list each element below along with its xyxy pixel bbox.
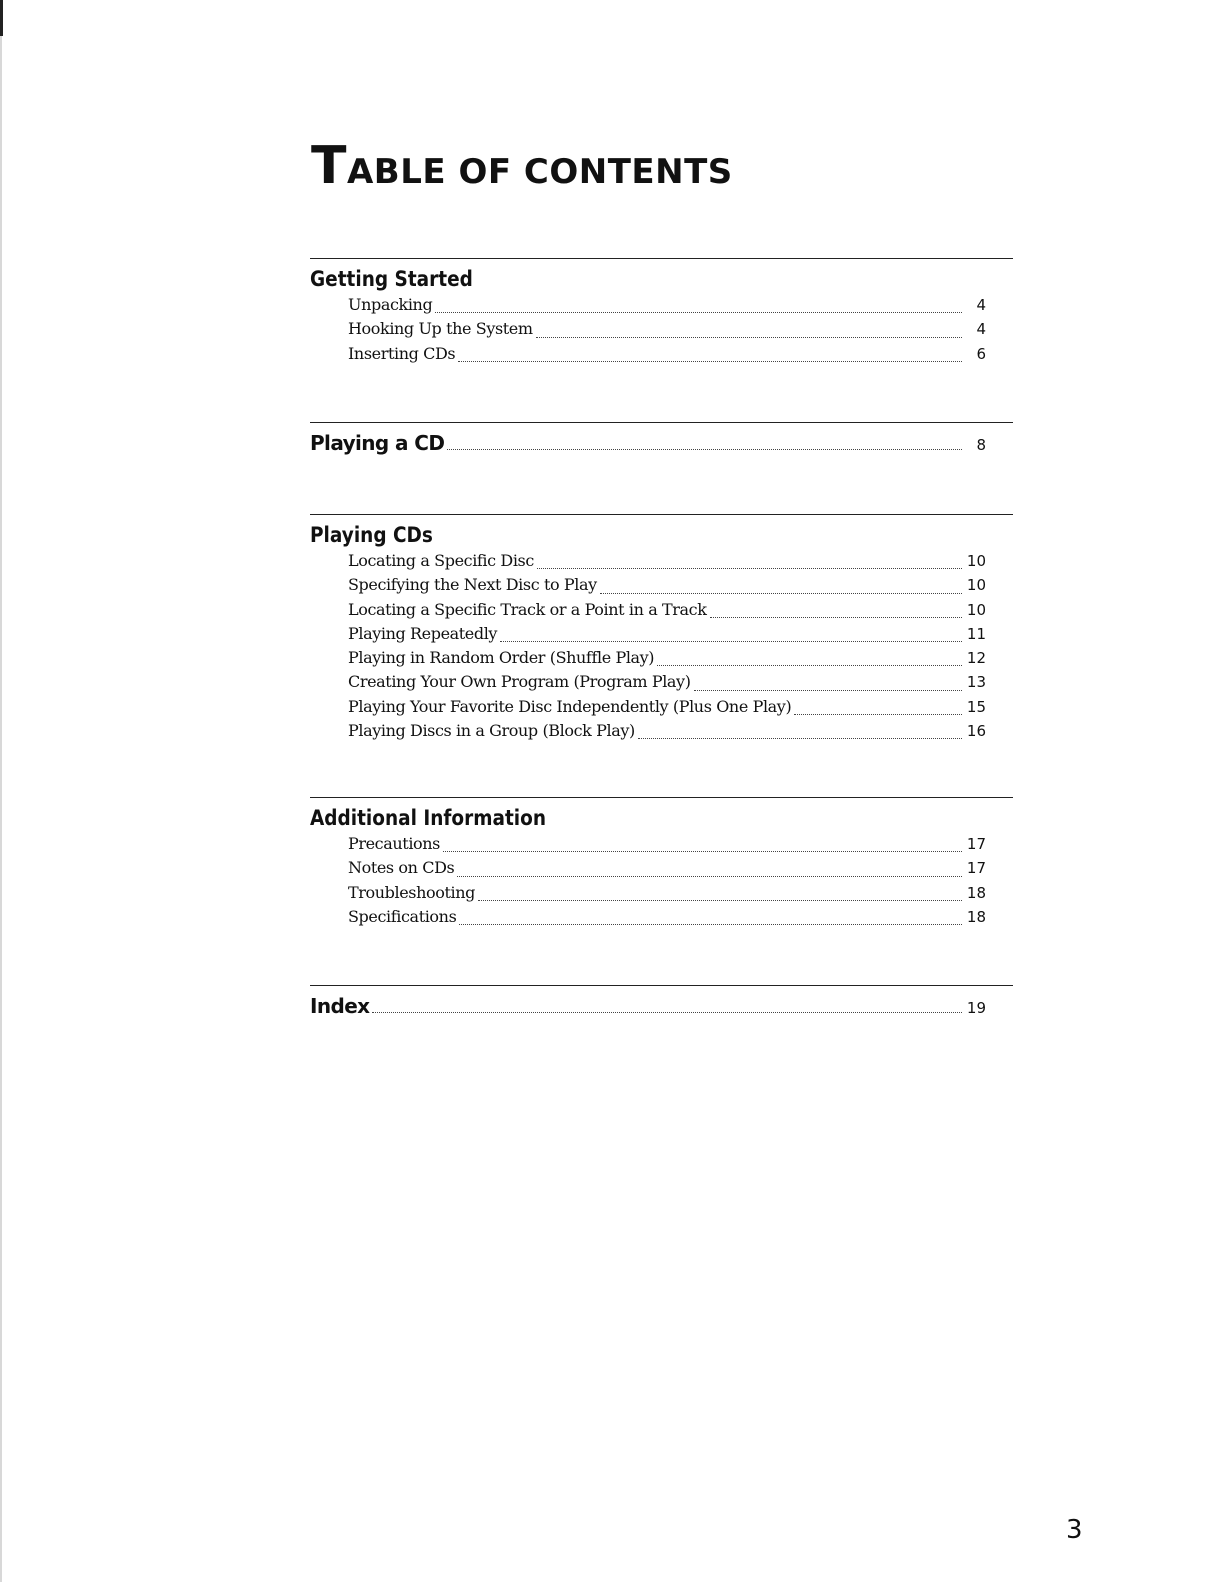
dot-leader	[794, 714, 962, 715]
toc-entry[interactable]	[348, 907, 986, 931]
toc-entry-page: 4	[976, 296, 986, 314]
page-number: 3	[1066, 1515, 1083, 1545]
dot-leader	[459, 924, 962, 925]
dot-leader	[500, 641, 962, 642]
toc-entry-page: 10	[966, 600, 986, 619]
dot-leader	[537, 568, 962, 569]
toc-entry-page: 12	[966, 649, 986, 668]
dot-leader	[447, 449, 962, 450]
toc-entry[interactable]	[348, 551, 986, 575]
toc-entry-label: Notes on CDs	[348, 858, 455, 878]
toc-entry-page: 18	[966, 883, 986, 902]
dot-leader	[478, 900, 962, 901]
toc-entry[interactable]	[348, 883, 986, 907]
toc-entry-page: 4	[976, 320, 986, 339]
toc-entry-label: Hooking Up the System	[348, 319, 533, 339]
toc-entry[interactable]	[348, 624, 986, 648]
toc-entry[interactable]	[348, 575, 986, 599]
toc-entry[interactable]	[348, 858, 986, 882]
toc-entry-label: Inserting CDs	[348, 343, 456, 363]
toc-entry[interactable]	[348, 672, 986, 696]
dot-leader	[694, 690, 962, 691]
toc-entry-list	[348, 834, 986, 931]
dot-leader	[457, 876, 962, 877]
dot-leader	[435, 312, 962, 313]
toc-section-playing-cds	[310, 514, 1013, 745]
dot-leader	[443, 851, 962, 852]
toc-section-index	[310, 985, 1013, 1020]
toc-entry[interactable]	[348, 697, 986, 721]
toc-entry-label: Playing Your Favorite Disc Independently (Plus One Play)	[348, 696, 792, 716]
dot-leader	[657, 665, 962, 666]
section-heading: Playing CDs	[310, 523, 433, 547]
toc-entry[interactable]	[348, 319, 986, 343]
page-edge	[0, 0, 2, 1582]
toc-entry-label: Specifying the Next Disc to Play	[348, 575, 597, 595]
toc-entry[interactable]	[348, 600, 986, 624]
toc-entry-page: 15	[966, 697, 986, 716]
section-heading: Playing a CD	[310, 431, 445, 455]
toc-section-additional-information	[310, 797, 1013, 931]
toc-entry[interactable]	[348, 295, 986, 319]
toc-section-getting-started	[310, 258, 1013, 368]
toc-entry-page: 17	[966, 859, 986, 878]
toc-entry[interactable]	[348, 344, 986, 368]
toc-entry-page: 10	[966, 576, 986, 595]
toc-entry-label: Playing Repeatedly	[348, 623, 498, 643]
toc-entry-label: Precautions	[348, 834, 440, 853]
toc-entry-page: 11	[966, 624, 986, 643]
section-heading: Getting Started	[310, 267, 473, 291]
toc-entry-page: 16	[966, 722, 986, 741]
dot-leader	[458, 361, 962, 362]
toc-section-playing-a-cd	[310, 422, 1013, 457]
toc-entry-label: Playing in Random Order (Shuffle Play)	[348, 648, 655, 668]
toc-entry-page: 6	[976, 344, 986, 363]
toc-entry-label: Locating a Specific Track or a Point in a Track	[348, 599, 707, 619]
toc-entry-page: 19	[966, 999, 986, 1017]
dot-leader	[600, 593, 962, 594]
toc-entry[interactable]	[348, 834, 986, 858]
toc-entry-page: 10	[966, 552, 986, 570]
toc-entry-page: 13	[966, 673, 986, 692]
section-heading: Index	[310, 994, 370, 1018]
toc-entry-label: Locating a Specific Disc	[348, 551, 534, 570]
toc-entry-page: 18	[966, 907, 986, 926]
toc-entry-page: 8	[976, 436, 986, 454]
toc-entry-label: Playing Discs in a Group (Block Play)	[348, 721, 635, 741]
toc-entry-list	[348, 295, 986, 368]
section-heading: Additional Information	[310, 806, 546, 830]
toc-entry-label: Specifications	[348, 906, 457, 926]
toc-entry-label: Troubleshooting	[348, 882, 475, 902]
dot-leader	[372, 1012, 962, 1013]
page-title: TABLE OF CONTENTS	[311, 136, 733, 196]
toc-entry[interactable]	[310, 423, 986, 457]
toc-entry-label: Creating Your Own Program (Program Play)	[348, 672, 691, 692]
toc-entry-label: Unpacking	[348, 295, 433, 314]
dot-leader	[536, 337, 962, 338]
toc-entry-page: 17	[966, 835, 986, 853]
toc-entry[interactable]	[348, 721, 986, 745]
toc-entry-list	[348, 551, 986, 745]
page-edge-mark	[0, 0, 3, 36]
dot-leader	[638, 738, 962, 739]
toc-entry[interactable]	[310, 986, 986, 1020]
toc-entry[interactable]	[348, 648, 986, 672]
dot-leader	[710, 617, 962, 618]
